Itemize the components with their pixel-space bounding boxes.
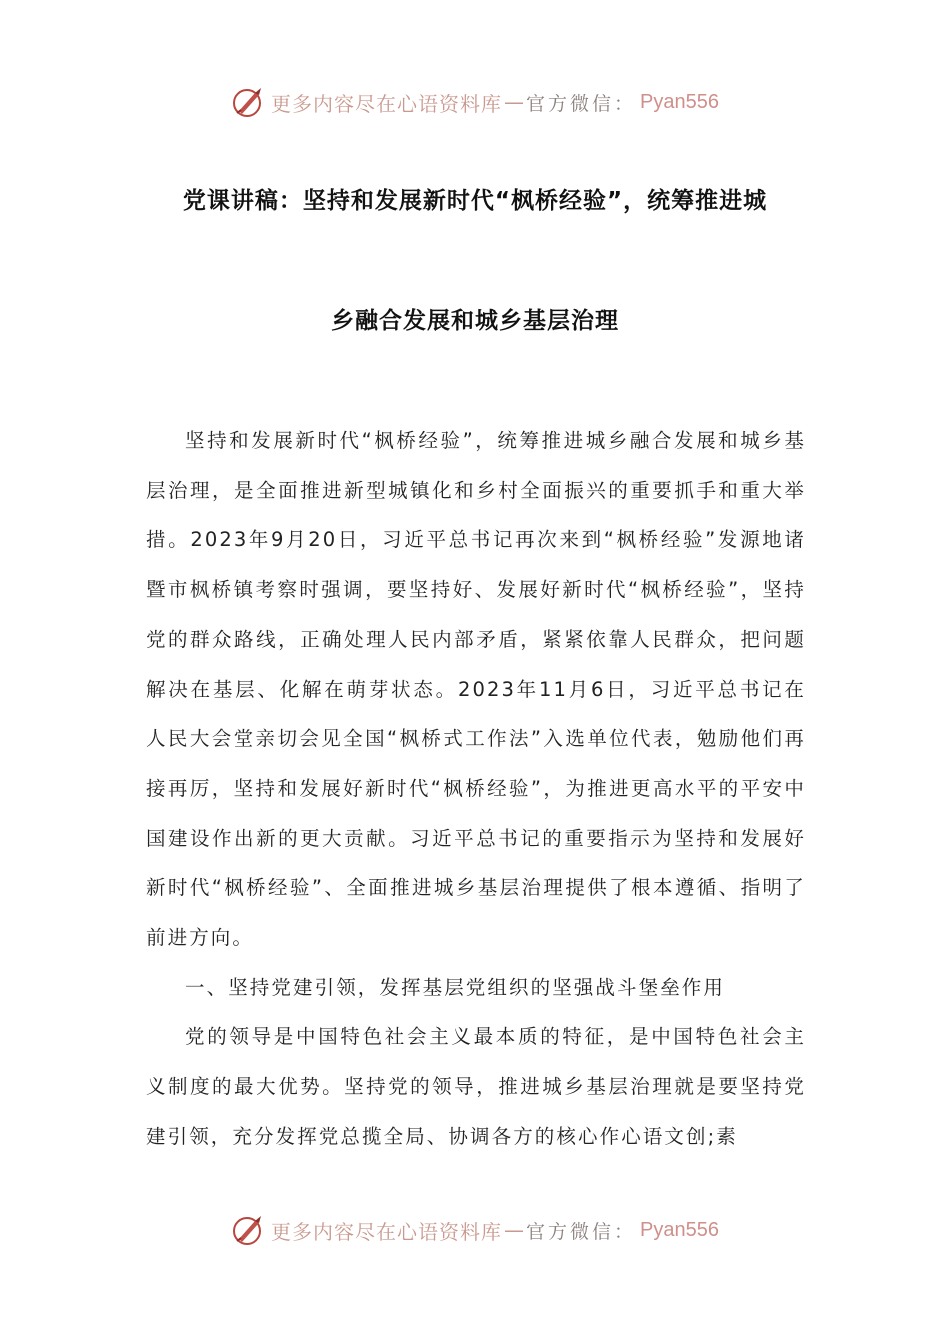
document-body bbox=[146, 416, 806, 1162]
watermark-dash: — bbox=[504, 1218, 524, 1242]
footer-watermark bbox=[0, 1208, 950, 1252]
header-watermark bbox=[0, 80, 950, 124]
paragraph: 坚持和发展新时代“枫桥经验”，统筹推进城乡融合发展和城乡基层治理，是全面推进新型城镇化和乡村全面振兴的重要抓手和重大举措。2023年9月20日，习近平总书记再次来到“枫桥经验”发源地诸暨市枫桥镇考察时强调，要坚持好、发展好新时代“枫桥经验”，坚持党的群众路线，正确处理人民内部矛盾，紧紧依靠人民群众，把问题解决在基层、化解在萌芽状态。2023年11月6日，习近平总书记在人民大会堂亲切会见全国“枫桥式工作法”入选单位代表，勉励他们再接再厉，坚持和发展好新时代“枫桥经验”，为推进更高水平的平安中国建设作出新的更大贡献。习近平总书记的重要指示为坚持和发展好新时代“枫桥经验”、全面推进城乡基层治理提供了根本遵循、指明了前进方向。 bbox=[146, 429, 806, 950]
watermark-official-label: 官方微信： bbox=[526, 92, 637, 115]
document-title-line-1: 党课讲稿：坚持和发展新时代“枫桥经验”，统筹推进城 bbox=[182, 188, 768, 214]
watermark-brand-text: 更多内容尽在心语资料库 bbox=[271, 1219, 502, 1244]
quill-pen-logo-icon bbox=[231, 1213, 265, 1247]
watermark-brand-text: 更多内容尽在心语资料库 bbox=[271, 91, 502, 116]
watermark-wechat-id: Pyan556 bbox=[640, 90, 719, 113]
document-title-line-2: 乡融合发展和城乡基层治理 bbox=[331, 308, 619, 334]
watermark-wechat-id: Pyan556 bbox=[640, 1218, 719, 1241]
watermark-dash: — bbox=[504, 90, 524, 114]
quill-pen-logo-icon bbox=[231, 85, 265, 119]
section-heading: 一、坚持党建引领，发挥基层党组织的坚强战斗堡垒作用 bbox=[185, 975, 726, 999]
watermark-official-label: 官方微信： bbox=[526, 1220, 637, 1243]
paragraph: 党的领导是中国特色社会主义最本质的特征，是中国特色社会主义制度的最大优势。坚持党的领导，推进城乡基层治理就是要坚持党建引领，充分发挥党总揽全局、协调各方的核心作心语文创;素 bbox=[146, 1025, 806, 1148]
